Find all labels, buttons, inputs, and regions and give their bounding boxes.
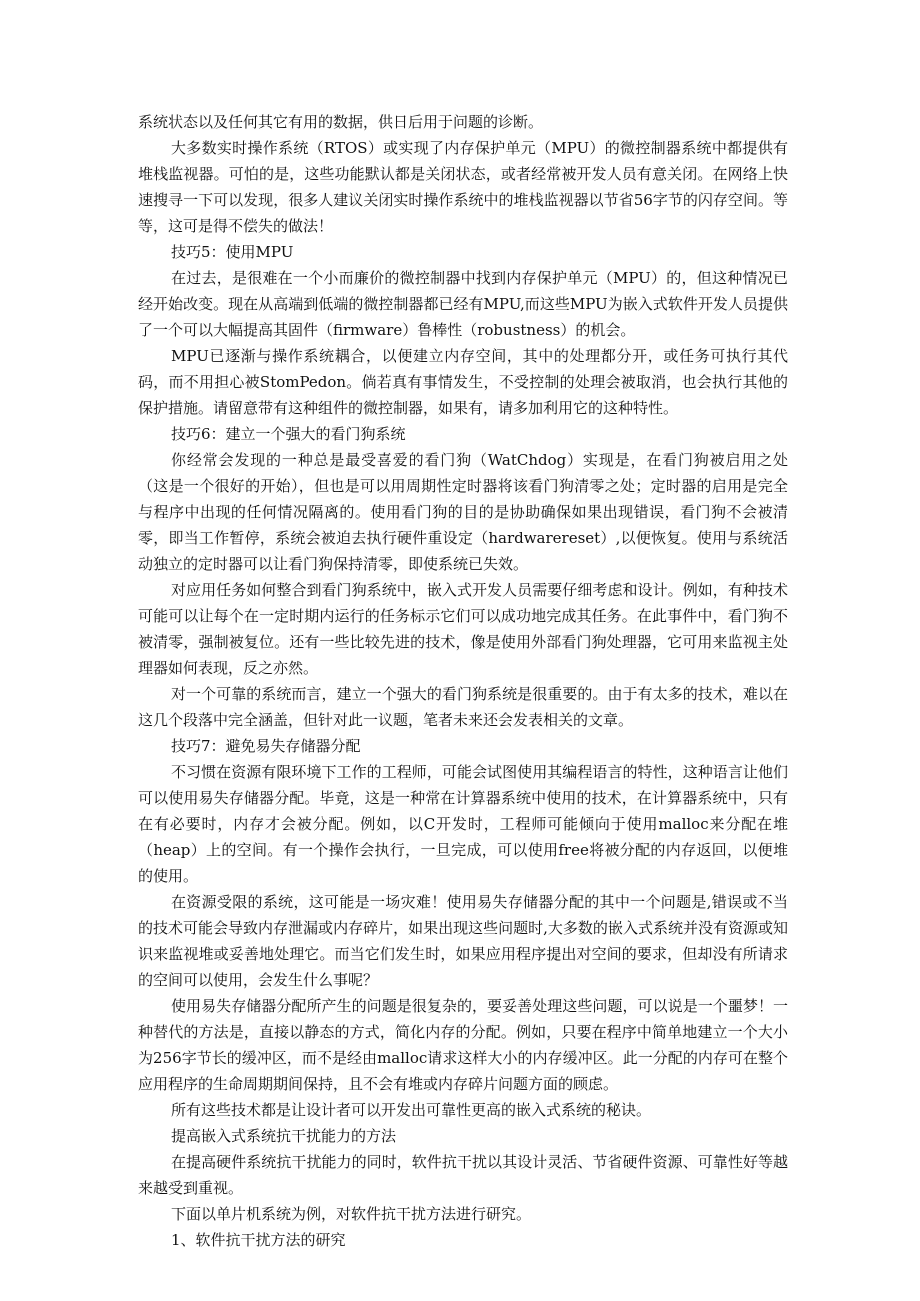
paragraph-watchdog-intro: 你经常会发现的一种总是最受喜爱的看门狗（WatChdog）实现是，在看门狗被启用之处（这是一个很好的开始），但也是可以用周期性定时器将该看门狗清零之处；定时器的启用是完全与程序中出现的任何情况隔离的。使用看门狗的目的是协助确保如果出现错误，看门狗不会被清零，即当工作暂停，系统会被迫去执行硬件重设定（hardwarereset）,以便恢复。使用与系统活动独立的定时器可以让看门狗保持清零，即使系统已失效。 xyxy=(138,451,788,573)
heading-tip-7: 技巧7：避免易失存储器分配 xyxy=(171,737,361,755)
paragraph-mpu-os: MPU已逐渐与操作系统耦合，以便建立内存空间，其中的处理都分开，或任务可执行其代码，而不用担心被StomPedon。倘若真有事情发生，不受控制的处理会被取消，也会执行其他的保护措施。请留意带有这种组件的微控制器，如果有，请多加利用它的这种特性。 xyxy=(138,347,788,417)
paragraph-mpu-intro: 在过去，是很难在一个小而廉价的微控制器中找到内存保护单元（MPU）的，但这种情况已经开始改变。现在从高端到低端的微控制器都已经有MPU,而这些MPU为嵌入式软件开发人员提供了一个可以大幅提高其固件（firmware）鲁棒性（robustness）的机会。 xyxy=(138,269,788,339)
paragraph-stack-monitor: 大多数实时操作系统（RTOS）或实现了内存保护单元（MPU）的微控制器系统中都提供有堆栈监视器。可怕的是，这些功能默认都是关闭状态，或者经常被开发人员有意关闭。在网络上快速搜寻一下可以发现，很多人建议关闭实时操作系统中的堆栈监视器以节省56字节的闪存空间。等等，这可是得不偿失的做法！ xyxy=(138,139,788,235)
paragraph-dynamic-alloc: 不习惯在资源有限环境下工作的工程师，可能会试图使用其编程语言的特性，这种语言让他们可以使用易失存储器分配。毕竟，这是一种常在计算器系统中使用的技术，在计算器系统中，只有在有必要时，内存才会被分配。例如，以C开发时，工程师可能倾向于使用malloc来分配在堆（heap）上的空间。有一个操作会执行，一旦完成，可以使用free将被分配的内存返回，以便堆的使用。 xyxy=(138,763,788,885)
paragraph-continuation: 系统状态以及任何其它有用的数据，供日后用于问题的诊断。 xyxy=(138,113,544,131)
heading-tip-6: 技巧6：建立一个强大的看门狗系统 xyxy=(171,425,406,443)
paragraph-software-anti-interference: 在提高硬件系统抗干扰能力的同时，软件抗干扰以其设计灵活、节省硬件资源、可靠性好等越来越受到重视。 xyxy=(138,1153,788,1197)
document-page xyxy=(138,109,788,1253)
heading-tip-5: 技巧5：使用MPU xyxy=(171,243,294,261)
paragraph-techniques-summary: 所有这些技术都是让设计者可以开发出可靠性更高的嵌入式系统的秘诀。 xyxy=(171,1101,652,1119)
heading-section-1: 1、软件抗干扰方法的研究 xyxy=(171,1231,346,1249)
heading-anti-interference: 提高嵌入式系统抗干扰能力的方法 xyxy=(171,1127,397,1145)
paragraph-watchdog-summary: 对一个可靠的系统而言，建立一个强大的看门狗系统是很重要的。由于有太多的技术，难以在这几个段落中完全涵盖，但针对此一议题，笔者未来还会发表相关的文章。 xyxy=(138,685,788,729)
paragraph-mcu-example: 下面以单片机系统为例，对软件抗干扰方法进行研究。 xyxy=(171,1205,532,1223)
paragraph-static-alloc: 使用易失存储器分配所产生的问题是很复杂的，要妥善处理这些问题，可以说是一个噩梦！一种替代的方法是，直接以静态的方式，简化内存的分配。例如，只要在程序中简单地建立一个大小为256字节长的缓冲区，而不是经由malloc请求这样大小的内存缓冲区。此一分配的内存可在整个应用程序的生命周期期间保持，且不会有堆或内存碎片问题方面的顾虑。 xyxy=(138,997,788,1093)
paragraph-alloc-disaster: 在资源受限的系统，这可能是一场灾难！使用易失存储器分配的其中一个问题是,错误或不当的技术可能会导致内存泄漏或内存碎片，如果出现这些问题时,大多数的嵌入式系统并没有资源或知识来监视堆或妥善地处理它。而当它们发生时，如果应用程序提出对空间的要求，但却没有所请求的空间可以使用，会发生什么事呢？ xyxy=(138,893,788,989)
paragraph-watchdog-design: 对应用任务如何整合到看门狗系统中，嵌入式开发人员需要仔细考虑和设计。例如，有种技术可能可以让每个在一定时期内运行的任务标示它们可以成功地完成其任务。在此事件中，看门狗不被清零，强制被复位。还有一些比较先进的技术，像是使用外部看门狗处理器，它可用来监视主处理器如何表现，反之亦然。 xyxy=(138,581,788,677)
